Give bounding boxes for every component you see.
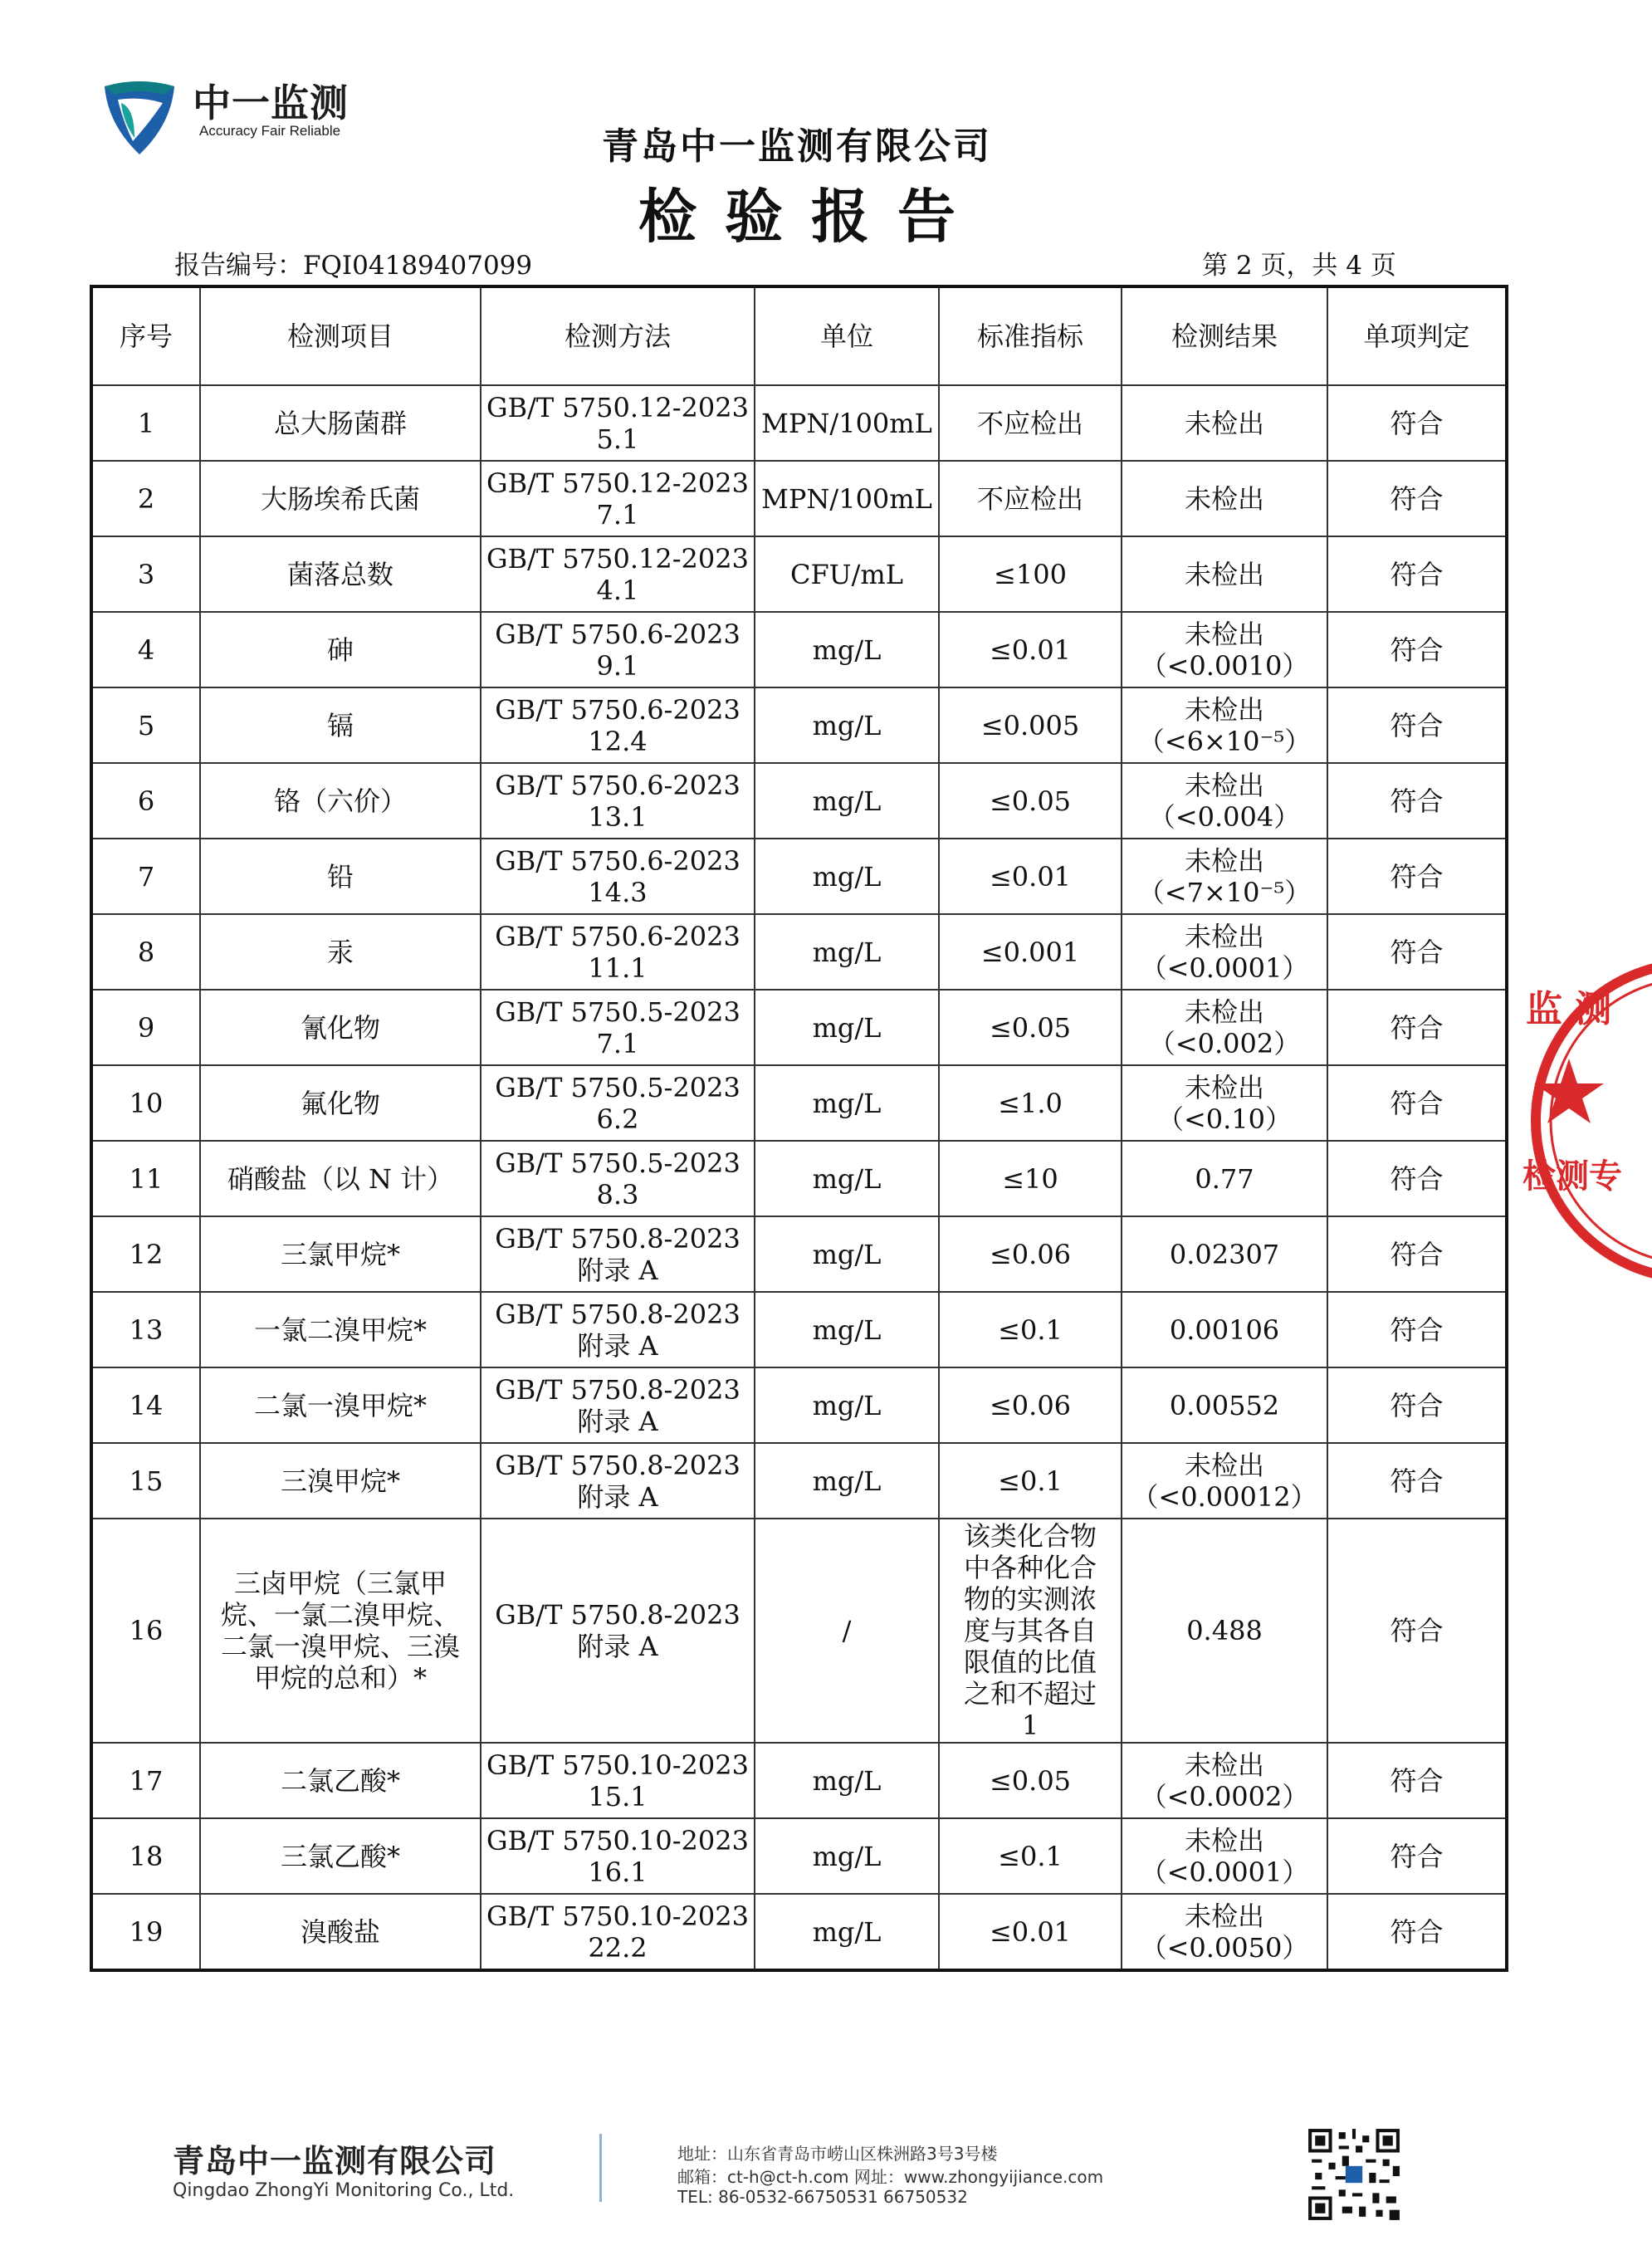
cell-judge: 符合 (1327, 1367, 1507, 1443)
cell-no: 16 (91, 1519, 200, 1743)
cell-unit: MPN/100mL (755, 461, 939, 536)
cell-limit: ≤0.1 (939, 1443, 1122, 1519)
footer-tel: TEL: 86-0532-66750531 66750532 (677, 2187, 968, 2207)
cell-result (1122, 763, 1327, 839)
cell-item: 二氯乙酸* (200, 1743, 481, 1818)
cell-method (481, 1065, 755, 1141)
logo-text: 中一监测 (193, 81, 349, 125)
cell-method-line: GB/T 5750.8-2023 (495, 1373, 740, 1406)
cell-item: 氟化物 (200, 1065, 481, 1141)
cell-unit: mg/L (755, 612, 939, 687)
cell-unit: mg/L (755, 1443, 939, 1519)
cell-judge: 符合 (1327, 1216, 1507, 1292)
cell-no: 12 (91, 1216, 200, 1292)
cell-result-line: （<0.00012） (1131, 1480, 1317, 1513)
cell-limit: ≤0.001 (939, 914, 1122, 990)
cell-result-line: 未检出 (1184, 995, 1264, 1028)
report-number: 报告编号：FQI04189407099 (174, 251, 533, 281)
company-name: 青岛中一监测有限公司 (602, 125, 992, 168)
cell-no: 2 (91, 461, 200, 536)
cell-judge: 符合 (1327, 461, 1507, 536)
cell-result-line: 0.00552 (1169, 1389, 1280, 1421)
cell-method-line: 附录 A (577, 1329, 658, 1362)
cell-method (481, 1519, 755, 1743)
cell-judge: 符合 (1327, 839, 1507, 914)
cell-no: 8 (91, 914, 200, 990)
cell-no: 1 (91, 385, 200, 461)
table-row (91, 1818, 1507, 1894)
cell-no: 10 (91, 1065, 200, 1141)
cell-judge: 符合 (1327, 1065, 1507, 1141)
cell-method (481, 385, 755, 461)
cell-limit: ≤0.1 (939, 1292, 1122, 1367)
page-indicator: 第 2 页，共 4 页 (1202, 251, 1396, 281)
cell-unit: mg/L (755, 763, 939, 839)
cell-result (1122, 990, 1327, 1065)
cell-method (481, 612, 755, 687)
cell-method (481, 1443, 755, 1519)
cell-limit: ≤0.1 (939, 1818, 1122, 1894)
cell-result (1122, 1292, 1327, 1367)
cell-limit: ≤0.05 (939, 990, 1122, 1065)
cell-method (481, 1141, 755, 1216)
cell-method (481, 763, 755, 839)
cell-method-line: GB/T 5750.10-2023 (486, 1824, 749, 1856)
footer-company-cn: 青岛中一监测有限公司 (173, 2143, 497, 2179)
cell-result-line: （<0.0050） (1140, 1931, 1309, 1964)
cell-result (1122, 1367, 1327, 1443)
table-row (91, 763, 1507, 839)
cell-method-line: 13.1 (588, 800, 648, 833)
table-row (91, 1367, 1507, 1443)
cell-item: 溴酸盐 (200, 1894, 481, 1970)
cell-result-line: 未检出 (1184, 407, 1264, 439)
report-title: 检验报告 (638, 182, 984, 251)
cell-result-line: 0.77 (1195, 1162, 1254, 1195)
cell-limit: ≤0.005 (939, 687, 1122, 763)
cell-method-line: 4.1 (596, 574, 639, 606)
cell-no: 11 (91, 1141, 200, 1216)
cell-method-line: 22.2 (588, 1931, 648, 1964)
cell-result (1122, 1443, 1327, 1519)
table-row (91, 385, 1507, 461)
cell-limit: ≤0.01 (939, 839, 1122, 914)
cell-result-line: （<0.002） (1148, 1027, 1301, 1059)
cell-no: 18 (91, 1818, 200, 1894)
cell-judge: 符合 (1327, 1743, 1507, 1818)
table-row (91, 1065, 1507, 1141)
cell-result (1122, 536, 1327, 612)
cell-no: 4 (91, 612, 200, 687)
cell-method (481, 1743, 755, 1818)
cell-item: 三溴甲烷* (200, 1443, 481, 1519)
table-row (91, 1894, 1507, 1970)
cell-method-line: 8.3 (596, 1178, 639, 1211)
cell-limit: ≤0.01 (939, 612, 1122, 687)
cell-item: 二氯一溴甲烷* (200, 1367, 481, 1443)
table-row (91, 687, 1507, 763)
cell-result-line: （<6×10⁻⁵） (1137, 725, 1312, 757)
cell-method-line: GB/T 5750.10-2023 (486, 1900, 749, 1932)
cell-limit: ≤0.06 (939, 1367, 1122, 1443)
cell-method-line: GB/T 5750.12-2023 (486, 467, 749, 499)
cell-result-line: 未检出 (1184, 769, 1264, 801)
cell-unit: CFU/mL (755, 536, 939, 612)
cell-result (1122, 1065, 1327, 1141)
cell-unit: mg/L (755, 1292, 939, 1367)
cell-method-line: GB/T 5750.5-2023 (495, 1147, 740, 1179)
cell-judge: 符合 (1327, 914, 1507, 990)
cell-method-line: GB/T 5750.5-2023 (495, 995, 740, 1028)
cell-method-line: 5.1 (596, 423, 639, 455)
cell-item: 大肠埃希氏菌 (200, 461, 481, 536)
header-judge: 单项判定 (1327, 286, 1507, 385)
cell-judge: 符合 (1327, 990, 1507, 1065)
cell-method-line: 12.4 (588, 725, 648, 757)
cell-method (481, 914, 755, 990)
table-row (91, 914, 1507, 990)
cell-unit: mg/L (755, 914, 939, 990)
cell-method-line: 附录 A (577, 1631, 658, 1662)
cell-method-line: GB/T 5750.8-2023 (495, 1449, 740, 1481)
cell-item: 总大肠菌群 (200, 385, 481, 461)
cell-method-line: GB/T 5750.8-2023 (495, 1222, 740, 1255)
cell-result-line: 0.02307 (1169, 1238, 1280, 1270)
cell-method (481, 1818, 755, 1894)
footer-address: 地址：山东省青岛市崂山区株洲路3号3号楼 (677, 2144, 998, 2164)
cell-method-line: 7.1 (596, 498, 639, 531)
footer-contact: 邮箱：ct-h@ct-h.com 网址：www.zhongyijiance.com (677, 2167, 1104, 2187)
svg-text:监 测: 监 测 (1526, 988, 1612, 1030)
cell-unit: mg/L (755, 1141, 939, 1216)
cell-unit: mg/L (755, 1367, 939, 1443)
cell-judge: 符合 (1327, 385, 1507, 461)
table-row (91, 839, 1507, 914)
cell-limit: ≤1.0 (939, 1065, 1122, 1141)
table-row (91, 1141, 1507, 1216)
cell-result (1122, 914, 1327, 990)
table-row (91, 1216, 1507, 1292)
cell-result-line: （<0.10） (1156, 1103, 1293, 1135)
cell-unit: mg/L (755, 1894, 939, 1970)
cell-method-line: GB/T 5750.6-2023 (495, 844, 740, 877)
cell-result-line: 未检出 (1184, 558, 1264, 590)
cell-method-line: GB/T 5750.12-2023 (486, 542, 749, 575)
cell-method-line: GB/T 5750.6-2023 (495, 693, 740, 726)
cell-unit: mg/L (755, 1216, 939, 1292)
cell-method-line: GB/T 5750.6-2023 (495, 618, 740, 650)
cell-limit: ≤100 (939, 536, 1122, 612)
cell-method-line: 14.3 (588, 876, 648, 908)
cell-method (481, 1367, 755, 1443)
cell-method-line: 15.1 (588, 1780, 648, 1812)
cell-result (1122, 1141, 1327, 1216)
cell-method (481, 1216, 755, 1292)
cell-result-line: （<0.0001） (1140, 1856, 1309, 1888)
cell-method-line: GB/T 5750.5-2023 (495, 1071, 740, 1103)
cell-item: 一氯二溴甲烷* (200, 1292, 481, 1367)
table-row (91, 1743, 1507, 1818)
cell-method-line: 附录 A (577, 1405, 658, 1437)
cell-method-line: 附录 A (577, 1480, 658, 1513)
cell-judge: 符合 (1327, 536, 1507, 612)
header-unit: 单位 (755, 286, 939, 385)
cell-result (1122, 839, 1327, 914)
cell-result-line: （<0.0002） (1140, 1780, 1309, 1812)
cell-judge: 符合 (1327, 1519, 1507, 1743)
table-row (91, 1443, 1507, 1519)
qr-code-icon[interactable] (1305, 2125, 1403, 2223)
cell-item: 三卤甲烷（三氯甲烷、一氯二溴甲烷、二氯一溴甲烷、三溴甲烷的总和）* (200, 1519, 481, 1743)
cell-limit: ≤0.05 (939, 763, 1122, 839)
cell-limit: 不应检出 (939, 461, 1122, 536)
cell-unit: / (755, 1519, 939, 1743)
cell-no: 9 (91, 990, 200, 1065)
cell-result (1122, 1894, 1327, 1970)
cell-unit: MPN/100mL (755, 385, 939, 461)
cell-limit: ≤0.01 (939, 1894, 1122, 1970)
cell-item: 三氯乙酸* (200, 1818, 481, 1894)
cell-item: 镉 (200, 687, 481, 763)
cell-method-line: GB/T 5750.6-2023 (495, 769, 740, 801)
svg-text:检测专: 检测专 (1522, 1157, 1622, 1196)
cell-method-line: GB/T 5750.6-2023 (495, 920, 740, 952)
cell-result (1122, 461, 1327, 536)
cell-result-line: 未检出 (1184, 1071, 1264, 1103)
header-limit: 标准指标 (939, 286, 1122, 385)
cell-limit: ≤10 (939, 1141, 1122, 1216)
cell-result-line: 未检出 (1184, 693, 1264, 726)
cell-method (481, 1292, 755, 1367)
cell-method (481, 990, 755, 1065)
cell-method-line: GB/T 5750.8-2023 (495, 1599, 740, 1631)
cell-unit: mg/L (755, 687, 939, 763)
cell-result-line: 未检出 (1184, 1824, 1264, 1856)
cell-item: 氰化物 (200, 990, 481, 1065)
cell-method (481, 1894, 755, 1970)
cell-result (1122, 385, 1327, 461)
cell-judge: 符合 (1327, 1443, 1507, 1519)
header-no: 序号 (91, 286, 200, 385)
cell-limit: ≤0.06 (939, 1216, 1122, 1292)
cell-no: 15 (91, 1443, 200, 1519)
cell-result (1122, 1519, 1327, 1743)
cell-no: 3 (91, 536, 200, 612)
cell-result-line: 未检出 (1184, 1749, 1264, 1781)
header-item: 检测项目 (200, 286, 481, 385)
cell-result-line: 未检出 (1184, 844, 1264, 877)
table-row (91, 612, 1507, 687)
cell-method (481, 687, 755, 763)
cell-judge: 符合 (1327, 1818, 1507, 1894)
cell-no: 13 (91, 1292, 200, 1367)
cell-result-line: （<0.0001） (1140, 951, 1309, 984)
cell-item: 铅 (200, 839, 481, 914)
cell-method-line: 7.1 (596, 1027, 639, 1059)
cell-no: 17 (91, 1743, 200, 1818)
cell-judge: 符合 (1327, 687, 1507, 763)
logo-slogan: Accuracy Fair Reliable (199, 123, 341, 139)
cell-result-line: 0.488 (1186, 1615, 1263, 1646)
cell-method (481, 839, 755, 914)
cell-method (481, 536, 755, 612)
cell-unit: mg/L (755, 839, 939, 914)
cell-judge: 符合 (1327, 763, 1507, 839)
table-row (91, 1292, 1507, 1367)
cell-result (1122, 612, 1327, 687)
cell-unit: mg/L (755, 990, 939, 1065)
cell-result-line: 未检出 (1184, 482, 1264, 515)
cell-method-line: GB/T 5750.12-2023 (486, 391, 749, 423)
cell-result-line: （<0.0010） (1140, 649, 1309, 682)
cell-result-line: 0.00106 (1169, 1313, 1280, 1346)
footer-divider (599, 2134, 602, 2202)
header-method: 检测方法 (481, 286, 755, 385)
cell-method-line: 附录 A (577, 1254, 658, 1286)
cell-item: 菌落总数 (200, 536, 481, 612)
header-result: 检测结果 (1122, 286, 1327, 385)
cell-no: 6 (91, 763, 200, 839)
cell-method-line: 16.1 (588, 1856, 648, 1888)
cell-method-line: 9.1 (596, 649, 639, 682)
official-seal-icon (1519, 955, 1652, 1287)
cell-result (1122, 1216, 1327, 1292)
cell-item: 汞 (200, 914, 481, 990)
results-table (90, 285, 1508, 1972)
cell-result (1122, 687, 1327, 763)
table-row (91, 461, 1507, 536)
cell-result (1122, 1743, 1327, 1818)
cell-judge: 符合 (1327, 1292, 1507, 1367)
cell-result-line: 未检出 (1184, 920, 1264, 952)
cell-result-line: 未检出 (1184, 1449, 1264, 1481)
cell-judge: 符合 (1327, 1141, 1507, 1216)
cell-no: 7 (91, 839, 200, 914)
cell-no: 5 (91, 687, 200, 763)
cell-unit: mg/L (755, 1818, 939, 1894)
cell-method-line: GB/T 5750.10-2023 (486, 1749, 749, 1781)
cell-no: 19 (91, 1894, 200, 1970)
cell-item: 砷 (200, 612, 481, 687)
cell-judge: 符合 (1327, 1894, 1507, 1970)
cell-unit: mg/L (755, 1743, 939, 1818)
cell-unit: mg/L (755, 1065, 939, 1141)
table-header-row (91, 286, 1507, 385)
cell-result-line: （<7×10⁻⁵） (1137, 876, 1312, 908)
footer-company-en: Qingdao ZhongYi Monitoring Co., Ltd. (173, 2180, 515, 2201)
table-row (91, 1519, 1507, 1743)
cell-item: 三氯甲烷* (200, 1216, 481, 1292)
cell-result-line: （<0.004） (1148, 800, 1301, 833)
cell-method-line: 11.1 (588, 951, 648, 984)
cell-no: 14 (91, 1367, 200, 1443)
cell-item: 硝酸盐（以 N 计） (200, 1141, 481, 1216)
cell-limit: 该类化合物中各种化合物的实测浓度与其各自限值的比值之和不超过1 (939, 1519, 1122, 1743)
table-row (91, 536, 1507, 612)
cell-item: 铬（六价） (200, 763, 481, 839)
cell-result-line: 未检出 (1184, 618, 1264, 650)
cell-method (481, 461, 755, 536)
table-row (91, 990, 1507, 1065)
cell-method-line: 6.2 (596, 1103, 639, 1135)
cell-result-line: 未检出 (1184, 1900, 1264, 1932)
cell-judge: 符合 (1327, 612, 1507, 687)
cell-method-line: GB/T 5750.8-2023 (495, 1298, 740, 1330)
cell-limit: ≤0.05 (939, 1743, 1122, 1818)
cell-limit: 不应检出 (939, 385, 1122, 461)
cell-result (1122, 1818, 1327, 1894)
